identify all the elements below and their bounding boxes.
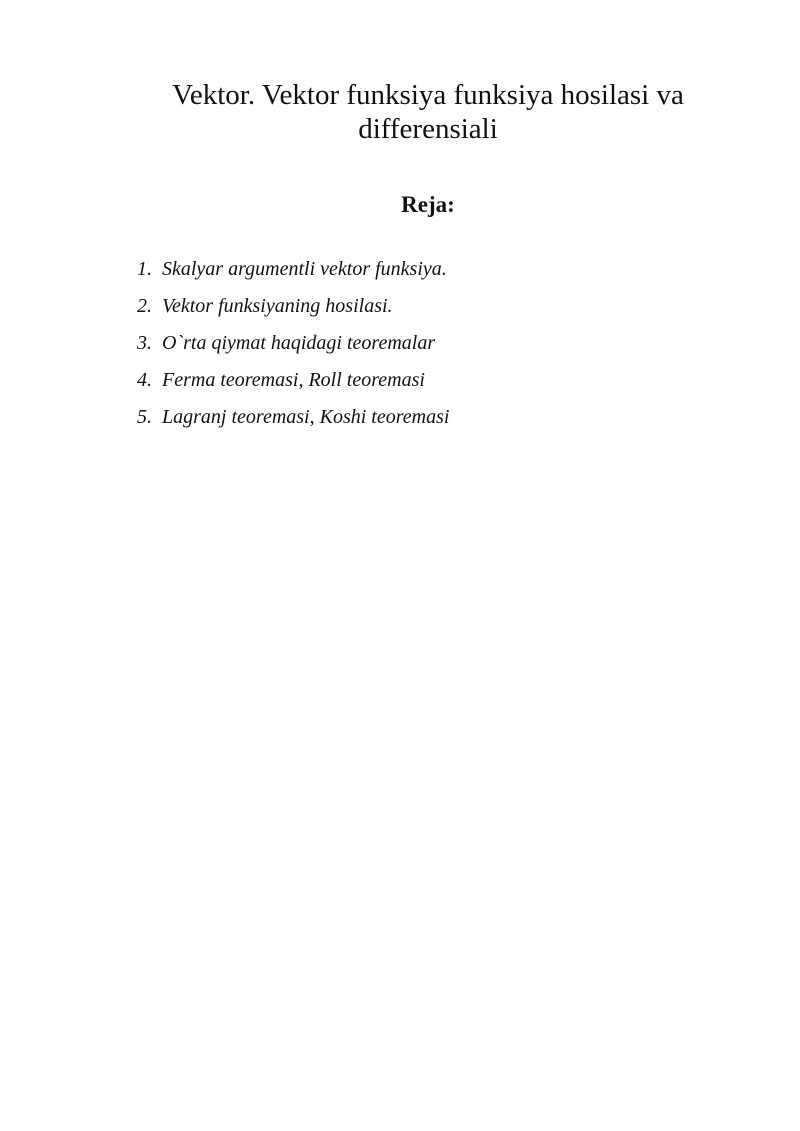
plan-item-text: Ferma teoremasi, Roll teoremasi [162,369,425,391]
plan-item-text: Vektor funksiyaning hosilasi. [162,295,393,317]
document-title [150,78,706,146]
plan-heading: Reja: [401,192,455,217]
document-title-line-2: differensiali [358,113,498,145]
plan-item-number: 2. [137,295,152,317]
plan-item-4 [137,365,449,402]
plan-item-2 [137,291,449,328]
plan-item-text: Skalyar argumentli vektor funksiya. [162,258,447,280]
plan-item-5 [137,402,449,439]
document-title-line-1: Vektor. Vektor funksiya funksiya hosilasi va [172,79,684,111]
plan-item-text: O`rta qiymat haqidagi teoremalar [162,332,436,354]
plan-item-text: Lagranj teoremasi, Koshi teoremasi [162,406,450,428]
plan-item-number: 3. [137,332,152,354]
plan-item-1 [137,254,449,291]
plan-item-3 [137,328,449,365]
plan-item-number: 1. [137,258,152,280]
plan-list [137,254,449,439]
plan-item-number: 5. [137,406,152,428]
plan-item-number: 4. [137,369,152,391]
